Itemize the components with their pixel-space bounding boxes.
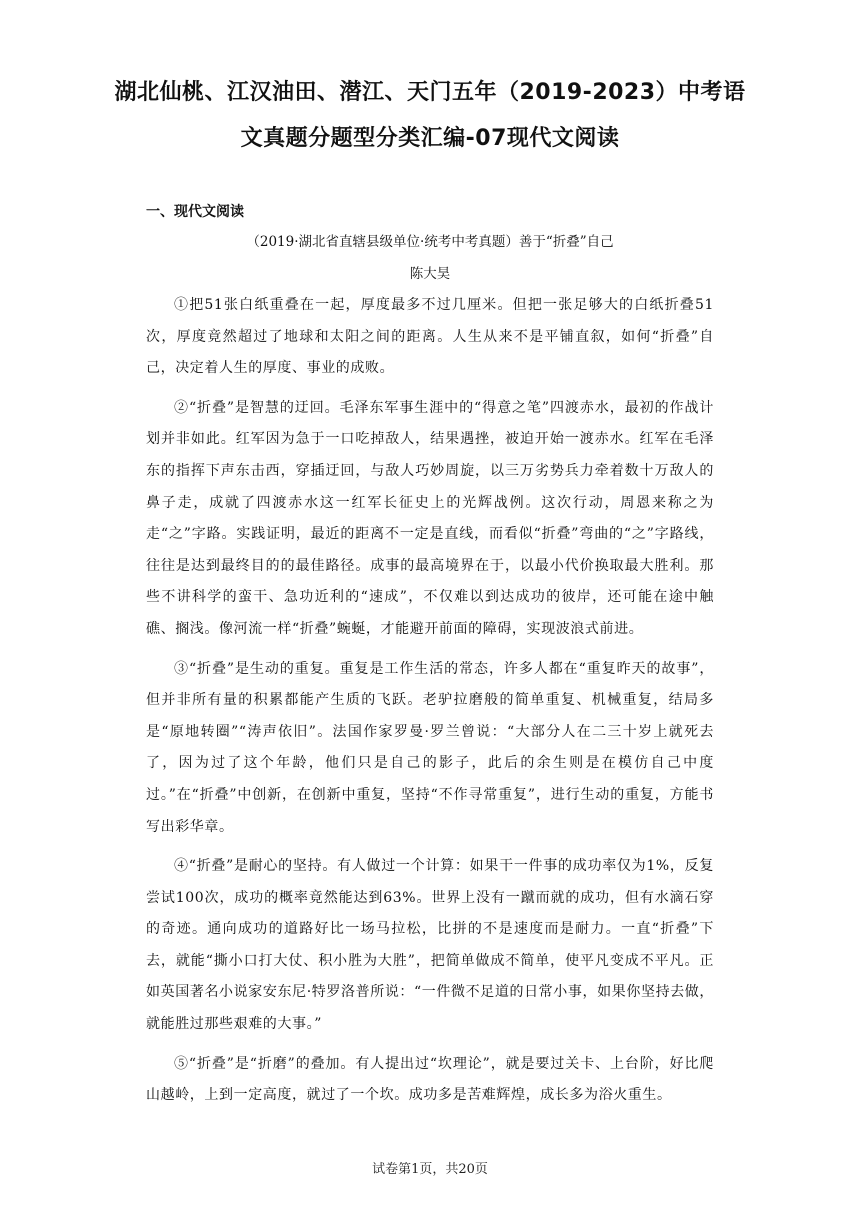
passage-body (146, 290, 714, 1120)
passage-author: 陈大昊 (409, 266, 451, 282)
paragraph-5: ⑤“折叠”是“折磨”的叠加。有人提出过“坎理论”，就是要过关卡、上台阶，好比爬山越岭，上到一定高度，就过了一个坎。成功多是苦难辉煌，成长多为浴火重生。 (146, 1055, 714, 1104)
paragraph-2: ②“折叠”是智慧的迂回。毛泽东军事生涯中的“得意之笔”四渡赤水，最初的作战计划并非如此。红军因为急于一口吃掉敌人，结果遇挫，被迫开始一渡赤水。红军在毛泽东的指挥下声东击西，穿插迂回，与敌人巧妙周旋，以三万劣势兵力牵着数十万敌人的鼻子走，成就了四渡赤水这一红军长征史上的光辉战例。这次行动，周恩来称之为走“之”字路。实践证明，最近的距离不一定是直线，而看似“折叠”弯曲的“之”字路线，往往是达到最终目的的最佳路径。成事的最高境界在于，以最小代价换取最大胜利。那些不讲科学的蛮干、急功近利的“速成”，不仅难以到达成功的彼岸，还可能在途中触礁、搁浅。像河流一样“折叠”蜿蜒，才能避开前面的障碍，实现波浪式前进。 (146, 399, 714, 637)
title-line-1: 湖北仙桃、江汉油田、潜江、天门五年（2019-2023）中考语 (114, 80, 746, 105)
passage-source-and-title: （2019·湖北省直辖县级单位·统考中考真题）善于“折叠”自己 (246, 234, 614, 250)
page-footer: 试卷第1页，共20页 (372, 1162, 488, 1177)
section-heading: 一、现代文阅读 (146, 204, 244, 220)
paragraph-1: ①把51张白纸重叠在一起，厚度最多不过几厘米。但把一张足够大的白纸折叠51次，厚度竟然超过了地球和太阳之间的距离。人生从来不是平铺直叙，如何“折叠”自己，决定着人生的厚度、事业的成败。 (146, 297, 714, 377)
title-line-2: 文真题分题型分类汇编-07现代文阅读 (240, 126, 620, 151)
paragraph-3: ③“折叠”是生动的重复。重复是工作生活的常态，许多人都在“重复昨天的故事”，但并非所有量的积累都能产生质的飞跃。老驴拉磨般的简单重复、机械重复，结局多是“原地转圈”“涛声依旧”。法国作家罗曼·罗兰曾说：“大部分人在二三十岁上就死去了，因为过了这个年龄，他们只是自己的影子，此后的余生则是在模仿自己中度过。”在“折叠”中创新，在创新中重复，坚持“不作寻常重复”，进行生动的重复，方能书写出彩华章。 (146, 660, 714, 835)
paragraph-4: ④“折叠”是耐心的坚持。有人做过一个计算：如果干一件事的成功率仅为1%，反复尝试100次，成功的概率竟然能达到63%。世界上没有一蹴而就的成功，但有水滴石穿的奇迹。通向成功的道路好比一场马拉松，比拼的不是速度而是耐力。一直“折叠”下去，就能“撕小口打大仗、积小胜为大胜”，把简单做成不简单，使平凡变成不平凡。正如英国著名小说家安东尼·特罗洛普所说：“一件微不足道的日常小事，如果你坚持去做，就能胜过那些艰难的大事。” (146, 858, 714, 1033)
document-title (100, 70, 760, 162)
